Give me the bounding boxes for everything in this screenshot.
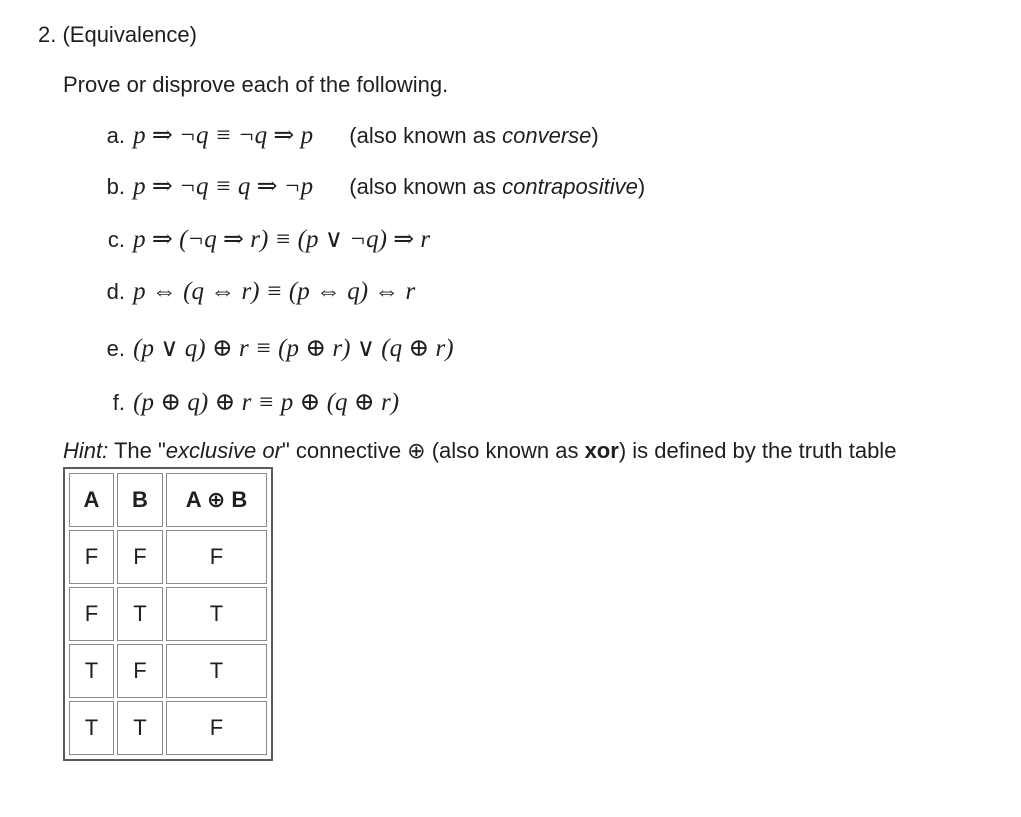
- hint-paragraph: [63, 438, 896, 464]
- item-b: [100, 171, 645, 201]
- hint-text-3: ) is defined by the truth table: [618, 438, 897, 463]
- table-cell: F: [166, 530, 267, 584]
- item-label: d.: [106, 279, 125, 304]
- item-label: b.: [106, 174, 125, 199]
- item-f: [100, 387, 399, 417]
- table-row: [69, 701, 267, 755]
- truth-table: [66, 470, 270, 758]
- table-cell: T: [117, 701, 163, 755]
- item-formula: p ⇒ ¬q ≡ q ⇒ ¬p: [133, 173, 314, 200]
- problem-intro: Prove or disprove each of the following.: [63, 72, 449, 97]
- table-cell: F: [69, 587, 114, 641]
- item-note-term: contrapositive: [502, 174, 638, 199]
- table-row: [69, 587, 267, 641]
- table-header-row: [69, 473, 267, 527]
- table-row: [69, 644, 267, 698]
- table-cell: T: [117, 587, 163, 641]
- item-label: e.: [106, 336, 125, 361]
- header-cell-xor: A ⊕ B: [166, 473, 267, 527]
- item-note: [349, 174, 645, 199]
- item-label: c.: [107, 227, 125, 252]
- table-cell: T: [166, 587, 267, 641]
- hint-emphasis: exclusive or: [165, 438, 282, 463]
- item-formula: (p ∨ q) ⊕ r ≡ (p ⊕ r) ∨ (q ⊕ r): [133, 335, 454, 362]
- truth-table-frame: [63, 467, 273, 761]
- table-cell: F: [117, 530, 163, 584]
- item-a: [100, 120, 599, 150]
- item-note-pre: (also known as: [349, 174, 503, 199]
- table-cell: F: [166, 701, 267, 755]
- table-cell: F: [117, 644, 163, 698]
- table-cell: F: [69, 530, 114, 584]
- item-note: [349, 123, 598, 148]
- item-d: [100, 278, 415, 306]
- item-formula: p ⇒ ¬q ≡ ¬q ⇒ p: [133, 122, 314, 149]
- hint-text-2: " connective ⊕ (also known as: [281, 438, 585, 463]
- item-formula: p ⇒ (¬q ⇒ r) ≡ (p ∨ ¬q) ⇒ r: [133, 226, 431, 253]
- table-cell: T: [166, 644, 267, 698]
- item-note-pre: (also known as: [349, 123, 503, 148]
- problem-heading: 2. (Equivalence): [38, 22, 197, 47]
- hint-text-1: The ": [108, 438, 166, 463]
- item-c: [100, 224, 430, 254]
- item-note-term: converse: [502, 123, 592, 148]
- header-cell-a: A: [69, 473, 114, 527]
- item-formula: p ⇔ (q ⇔ r) ≡ (p ⇔ q) ⇔ r: [133, 278, 416, 305]
- table-row: [69, 530, 267, 584]
- header-cell-b: B: [117, 473, 163, 527]
- hint-label: Hint:: [63, 438, 109, 463]
- item-label: f.: [112, 390, 125, 415]
- item-note-post: ): [637, 174, 646, 199]
- item-e: [100, 333, 454, 363]
- table-cell: T: [69, 644, 114, 698]
- item-note-post: ): [591, 123, 599, 148]
- hint-bold: xor: [584, 438, 619, 463]
- item-formula: (p ⊕ q) ⊕ r ≡ p ⊕ (q ⊕ r): [133, 389, 400, 416]
- table-cell: T: [69, 701, 114, 755]
- item-label: a.: [106, 123, 125, 148]
